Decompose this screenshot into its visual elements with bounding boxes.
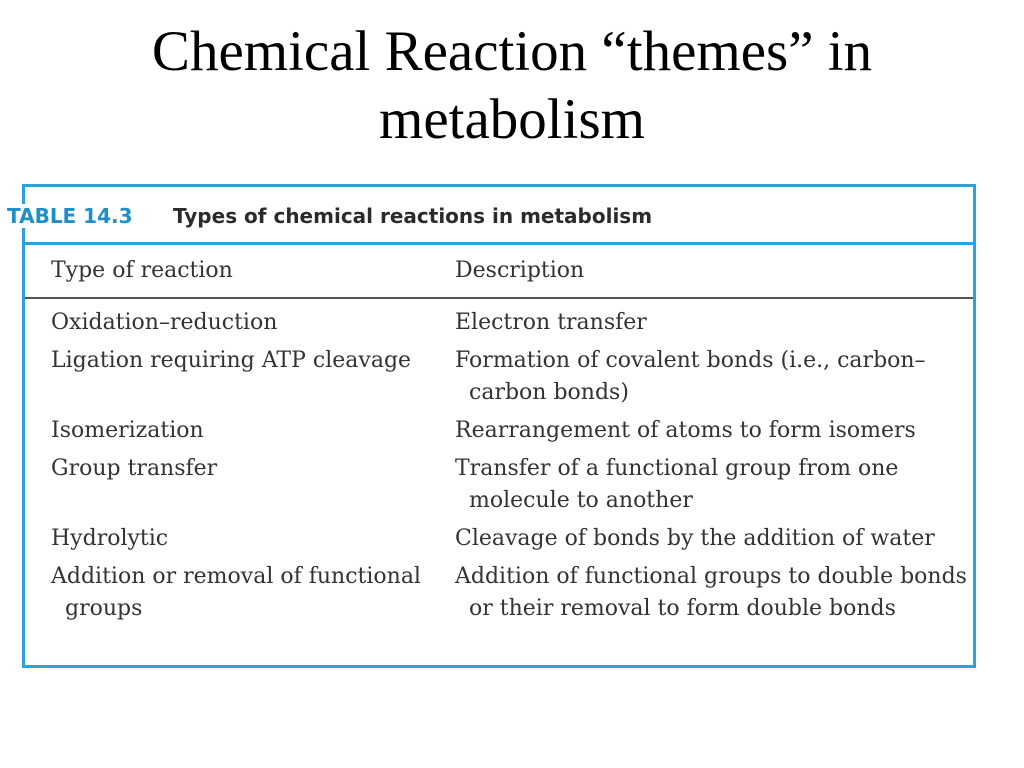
column-header-description: Description [455,258,585,283]
reaction-type-cell: Isomerization [51,418,204,443]
table-row [25,523,973,555]
reaction-type-cell: Addition or removal of functional groups [51,564,421,621]
table-caption: Types of chemical reactions in metabolism [173,204,653,228]
reaction-type-cell: Oxidation–reduction [51,310,278,335]
description-cell: Electron transfer [455,310,647,335]
description-cell: Cleavage of bonds by the addition of water [455,526,935,551]
description-cell: Addition of functional groups to double bonds or their removal to form double bonds [455,564,967,621]
table-row [25,561,973,625]
table-row [25,307,973,339]
reaction-types-table [7,184,976,668]
description-cell: Rearrangement of atoms to form isomers [455,418,916,443]
header-divider [25,297,973,299]
table-row [25,345,973,409]
table-number: TABLE 14.3 [7,204,143,228]
table-row [25,453,973,517]
table-caption-bar [7,187,973,245]
column-header-type: Type of reaction [51,258,233,283]
table-body [25,307,973,631]
table-row [25,415,973,447]
reaction-type-cell: Hydrolytic [51,526,169,551]
slide-title: Chemical Reaction “themes” in metabolism [151,20,873,151]
description-cell: Transfer of a functional group from one molecule to another [455,456,899,513]
reaction-type-cell: Ligation requiring ATP cleavage [51,348,412,373]
reaction-type-cell: Group transfer [51,456,218,481]
description-cell: Formation of covalent bonds (i.e., carbon–carbon bonds) [455,348,926,405]
